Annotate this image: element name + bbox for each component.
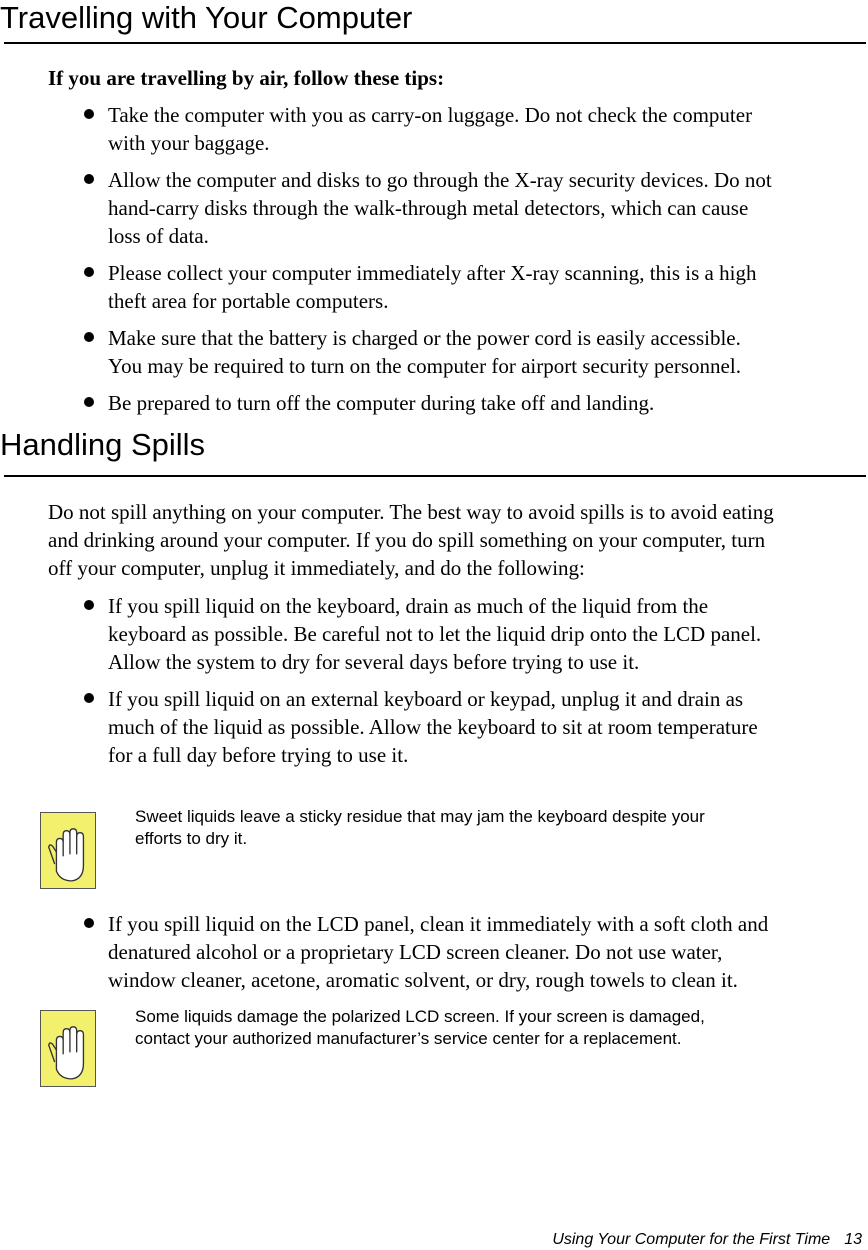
list-item-line: with your baggage.	[108, 131, 270, 155]
list-item-line: hand-carry disks through the walk-through metal detectors, which can cause	[108, 196, 749, 220]
bullet-dot-icon	[84, 174, 94, 184]
bullet-dot-icon	[84, 397, 94, 407]
caution-note-lcd-damage	[135, 1006, 866, 1050]
list-item-line: keyboard as possible. Be careful not to let the liquid drip onto the LCD panel.	[108, 622, 762, 646]
list-item-line: If you spill liquid on an external keyboard or keypad, unplug it and drain as	[108, 687, 744, 711]
list-item	[0, 910, 868, 994]
list-item	[0, 685, 868, 769]
spills-intro-line: off your computer, unplug it immediately, and do the following:	[48, 556, 585, 580]
list-item	[0, 259, 868, 315]
caution-note-line: efforts to dry it.	[135, 829, 248, 848]
list-item-line: for a full day before trying to use it.	[108, 743, 409, 767]
list-item	[0, 101, 868, 157]
page-number: 13	[844, 1231, 862, 1248]
list-item-line: If you spill liquid on the LCD panel, clean it immediately with a soft cloth and	[108, 912, 769, 936]
travel-lead-text: If you are travelling by air, follow these tips:	[48, 66, 445, 90]
spills-intro-paragraph	[48, 498, 866, 582]
section-rule	[4, 475, 866, 477]
caution-note-line: contact your authorized manufacturer’s service center for a replacement.	[135, 1029, 682, 1048]
caution-note-line: Sweet liquids leave a sticky residue that may jam the keyboard despite your	[135, 807, 705, 826]
bullet-dot-icon	[84, 332, 94, 342]
bullet-dot-icon	[84, 600, 94, 610]
list-item	[0, 389, 868, 417]
list-item-line: Take the computer with you as carry-on luggage. Do not check the computer	[108, 103, 753, 127]
bullet-dot-icon	[84, 693, 94, 703]
spills-list-lcd	[0, 910, 868, 994]
spills-intro-line: and drinking around your computer. If you do spill something on your computer, turn	[48, 528, 766, 552]
caution-note-sweet-liquids	[135, 806, 866, 850]
bullet-dot-icon	[84, 109, 94, 119]
list-item-line: denatured alcohol or a proprietary LCD screen cleaner. Do not use water,	[108, 940, 723, 964]
list-item-line: You may be required to turn on the computer for airport security personnel.	[108, 354, 741, 378]
section-title-travelling: Travelling with Your Computer	[0, 0, 413, 35]
list-item-line: Please collect your computer immediately after X-ray scanning, this is a high	[108, 261, 757, 285]
spills-list-keyboard	[0, 592, 868, 769]
caution-hand-icon	[40, 812, 96, 889]
travel-tips-list	[0, 101, 868, 417]
footer-chapter-title: Using Your Computer for the First Time	[552, 1231, 831, 1248]
list-item	[0, 166, 868, 250]
bullet-dot-icon	[84, 267, 94, 277]
caution-note-line: Some liquids damage the polarized LCD screen. If your screen is damaged,	[135, 1007, 705, 1026]
list-item	[0, 592, 868, 676]
bullet-dot-icon	[84, 918, 94, 928]
list-item-line: theft area for portable computers.	[108, 289, 389, 313]
list-item-line: If you spill liquid on the keyboard, drain as much of the liquid from the	[108, 594, 709, 618]
list-item-line: loss of data.	[108, 224, 209, 248]
caution-hand-icon	[40, 1010, 96, 1087]
section-rule	[4, 42, 866, 44]
page-footer	[552, 1230, 862, 1250]
list-item-line: much of the liquid as possible. Allow the keyboard to sit at room temperature	[108, 715, 758, 739]
list-item-line: Be prepared to turn off the computer during take off and landing.	[108, 391, 655, 415]
list-item-line: Allow the system to dry for several days before trying to use it.	[108, 650, 640, 674]
list-item	[0, 324, 868, 380]
list-item-line: Allow the computer and disks to go through the X-ray security devices. Do not	[108, 168, 772, 192]
spills-intro-line: Do not spill anything on your computer. The best way to avoid spills is to avoid eating	[48, 500, 774, 524]
list-item-line: Make sure that the battery is charged or the power cord is easily accessible.	[108, 326, 741, 350]
list-item-line: window cleaner, acetone, aromatic solvent, or dry, rough towels to clean it.	[108, 968, 738, 992]
section-title-handling-spills: Handling Spills	[0, 427, 206, 462]
